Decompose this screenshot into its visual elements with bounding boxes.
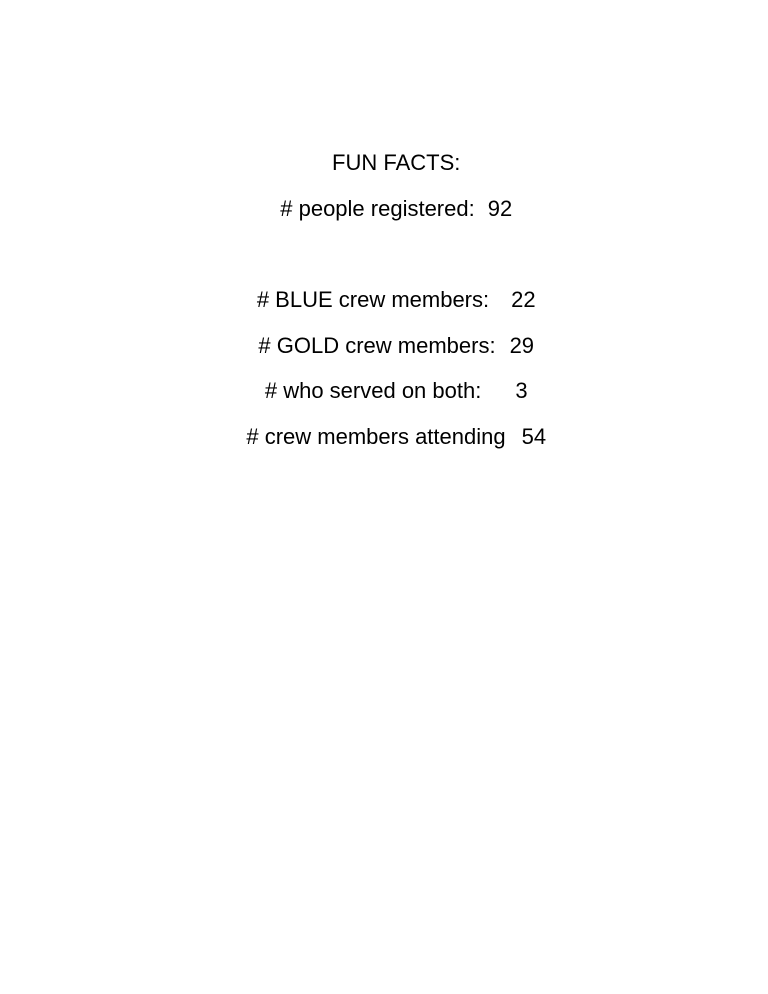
- fact-people-registered: [0, 170, 768, 248]
- fact-value: 3: [515, 378, 528, 403]
- fact-label: # BLUE crew members:: [256, 287, 490, 312]
- fact-label: # people registered:: [280, 196, 475, 221]
- fact-value: 54: [521, 424, 547, 449]
- fact-crew-attending: [0, 398, 768, 476]
- fact-value: 29: [509, 333, 535, 358]
- fact-value: 92: [487, 196, 513, 221]
- title-text: FUN FACTS:: [332, 150, 461, 175]
- fact-label: # crew members attending: [246, 424, 506, 449]
- fact-label: # who served on both:: [264, 378, 482, 403]
- fact-value: 22: [511, 287, 536, 312]
- fact-label: # GOLD crew members:: [258, 333, 496, 358]
